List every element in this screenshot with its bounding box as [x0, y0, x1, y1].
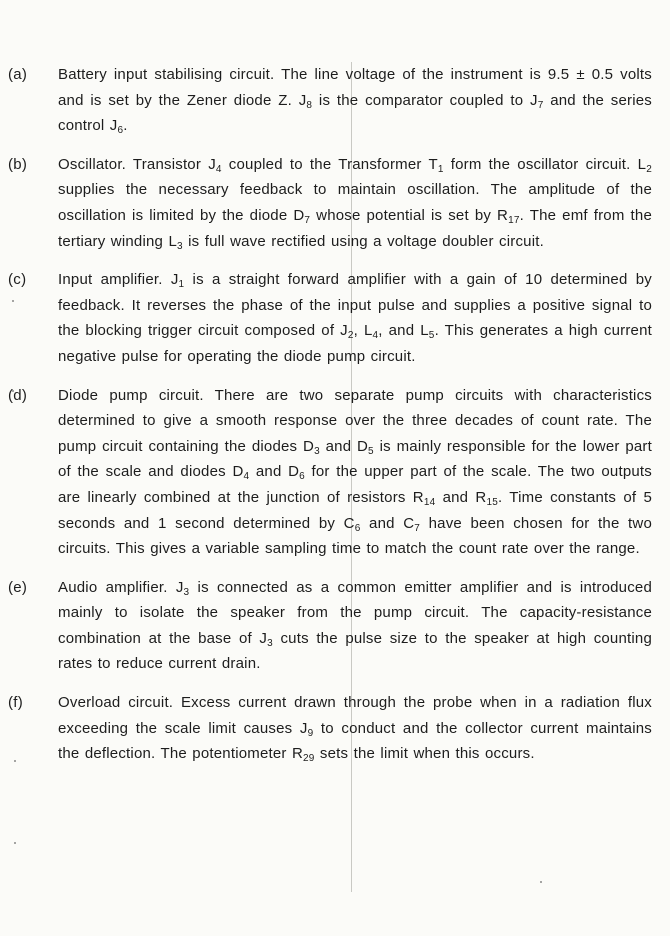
subscript: 9	[307, 727, 314, 739]
section-label: (d)	[8, 386, 28, 404]
subscript: 14	[423, 496, 436, 508]
text-run: to conduct and the collector current maintains the deflection. The potentiometer R	[58, 719, 652, 763]
text-run: sets the limit when this occurs.	[314, 745, 535, 763]
subscript: 7	[304, 214, 311, 226]
subscript: 1	[178, 279, 185, 291]
text-run: is a straight forward amplifier with a gain of 10 determined by feedback. It reverses the phase of the input pulse and supplies a positive signal to the blocking trigger circuit composed of J	[58, 271, 652, 340]
section-label: (b)	[8, 155, 28, 173]
subscript: 7	[537, 99, 544, 111]
text-run: Overload circuit. Excess current drawn through the probe when in a radiation flux exceeding the scale limit causes J	[58, 694, 652, 737]
text-run: is full wave rectified using a voltage doubler circuit.	[182, 232, 544, 250]
section-text	[58, 383, 652, 562]
overload-section	[0, 690, 670, 767]
section-text	[58, 575, 652, 677]
subscript: 2	[347, 330, 354, 342]
section-text	[58, 267, 652, 369]
section-label: (f)	[8, 694, 24, 712]
subscript: 15	[486, 496, 498, 508]
text-run: and the series control J	[58, 91, 652, 135]
section-label: (a)	[8, 66, 28, 83]
subscript: 6	[354, 522, 361, 534]
text-run: supplies the necessary feedback to maintain oscillation. The amplitude of the oscillation is limited by the diode D	[58, 181, 652, 224]
text-run: .	[123, 117, 128, 135]
scan-speck	[540, 881, 542, 883]
text-run: is mainly responsible for the lower part of the scale and diodes D	[58, 437, 652, 481]
subscript: 2	[646, 163, 652, 175]
subscript: 7	[414, 522, 421, 534]
subscript: 3	[177, 240, 183, 252]
subscript: 4	[243, 471, 250, 483]
section-text	[58, 690, 652, 767]
subscript: 3	[183, 586, 190, 598]
text-run: . This generates a high current negative pulse for operating the diode pump circuit.	[58, 322, 652, 365]
subscript: 4	[372, 330, 379, 342]
subscript: 5	[428, 330, 435, 342]
text-run: coupled to the Transformer T	[221, 155, 438, 173]
text-run: Battery input stabilising circuit. The line voltage of the instrument is 9.5 ± 0.5 volts and is set by the Zener diode Z. J	[58, 66, 652, 109]
text-run: . Time constants of 5 seconds and 1 second determined by C	[58, 488, 652, 532]
subscript: 3	[267, 637, 273, 649]
subscript: 5	[368, 445, 374, 457]
text-run: and R	[435, 488, 487, 506]
text-run: have been chosen for the two circuits. This gives a variable sampling time to match the count rate over the range.	[58, 514, 652, 558]
subscript: 29	[303, 753, 315, 765]
audio-amplifier-section	[0, 575, 670, 677]
text-run: for the upper part of the scale. The two outputs are linearly combined at the junction of resistors R	[58, 463, 652, 506]
text-run: Oscillator. Transistor J	[58, 155, 216, 173]
document-page	[0, 62, 670, 780]
text-run: and D	[249, 463, 300, 481]
text-run: Diode pump circuit. There are two separate pump circuits with characteristics determined to give a smooth response over the three decades of count rate. The pump circuit containing the diodes D	[58, 386, 652, 455]
text-run: whose potential is set by R	[310, 206, 509, 224]
subscript: 3	[314, 445, 320, 457]
text-run: Input amplifier. J	[58, 271, 179, 289]
text-run: , L	[353, 322, 373, 340]
input-amplifier-section	[0, 267, 670, 369]
oscillator-section	[0, 152, 670, 254]
subscript: 17	[508, 214, 520, 226]
battery-input-section	[0, 62, 670, 139]
section-text	[58, 62, 652, 139]
subscript: 8	[306, 99, 313, 111]
scan-speck	[14, 842, 16, 844]
text-run: Audio amplifier. J	[58, 578, 184, 596]
subscript: 6	[117, 125, 124, 137]
subscript: 6	[299, 471, 305, 483]
subscript: 4	[215, 163, 222, 175]
section-label: (e)	[8, 578, 28, 596]
text-run: , and L	[378, 322, 429, 340]
text-run: and C	[360, 514, 415, 532]
section-text	[58, 152, 652, 254]
text-run: is the comparator coupled to J	[312, 91, 538, 109]
diode-pump-section	[0, 383, 670, 562]
text-run: and D	[319, 437, 369, 455]
section-label: (c)	[8, 271, 27, 289]
text-run: cuts the pulse size to the speaker at high counting rates to reduce current drain.	[58, 629, 653, 673]
text-run: form the oscillator circuit. L	[443, 155, 647, 173]
subscript: 1	[437, 163, 444, 175]
text-run: . The emf from the tertiary winding L	[58, 206, 652, 250]
text-run: is connected as a common emitter amplifier and is introduced mainly to isolate the speaker from the pump circuit. The capacity-resistance combination at the base of J	[58, 578, 652, 647]
